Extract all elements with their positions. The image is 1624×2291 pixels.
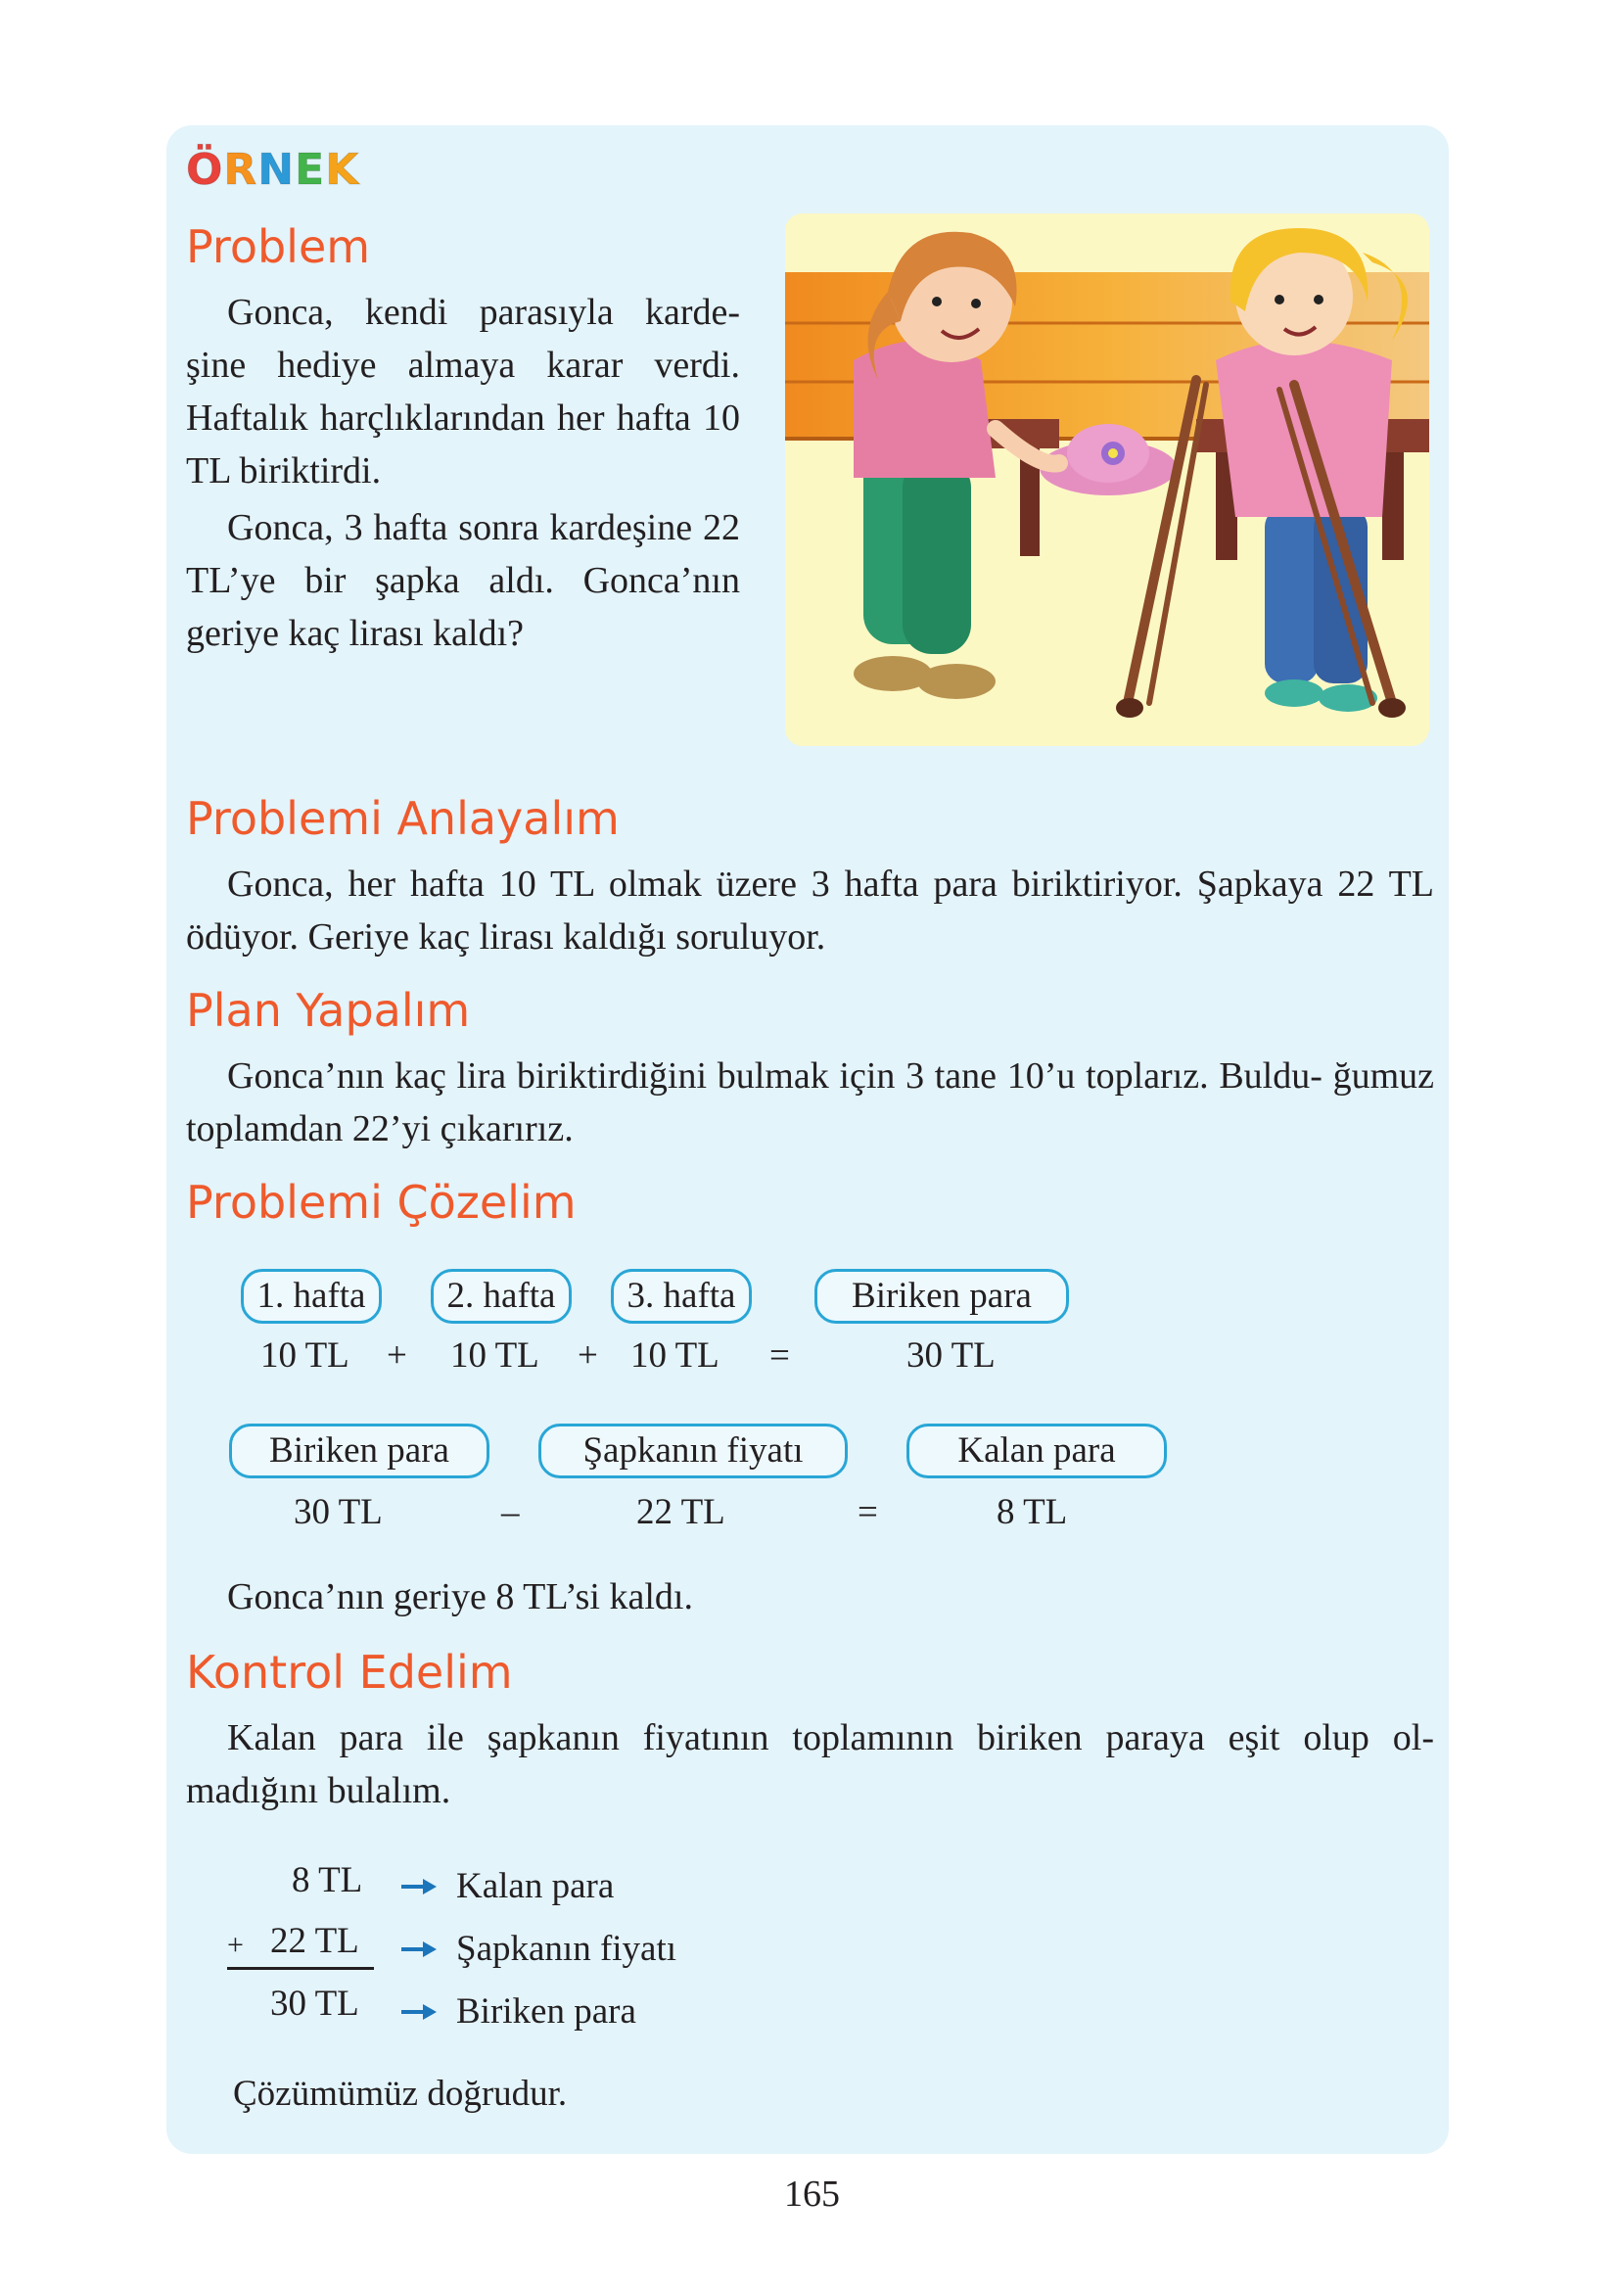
check-conclusion: Çözümümüz doğrudur. [233, 2074, 568, 2114]
problem-paragraph-1: Gonca, kendi parasıyla karde- şine hediye almaya karar verdi. Haftalık harçlıklarından her hafta 10 TL biriktirdi. [186, 292, 740, 491]
plus-sign: + [387, 1335, 407, 1376]
ornek-letter: R [223, 145, 257, 195]
value-week-3: 10 TL [630, 1335, 719, 1376]
plus-sign: + [578, 1335, 598, 1376]
check-label-remaining: Kalan para [456, 1866, 615, 1906]
check-value-remaining: 8 TL [292, 1860, 363, 1900]
plan-heading: Plan Yapalım [186, 984, 471, 1037]
value-saved: 30 TL [294, 1492, 383, 1532]
check-text: Kalan para ile şapkanın fiyatının toplamının biriken paraya eşit olup ol- madığını bulalım. [186, 1717, 1434, 1811]
minus-sign: – [501, 1492, 520, 1532]
arrow-right-icon [399, 1939, 439, 1960]
check-value-saved: 30 TL [270, 1984, 359, 2024]
understand-heading: Problemi Anlayalım [186, 792, 620, 845]
solve-heading: Problemi Çözelim [186, 1176, 577, 1229]
value-week-2: 10 TL [450, 1335, 539, 1376]
sum-line [227, 1967, 374, 1970]
ornek-label [186, 145, 358, 196]
solve-result: Gonca’nın geriye 8 TL’si kaldı. [227, 1576, 693, 1617]
arrow-right-icon [399, 2001, 439, 2023]
ornek-letter: Ö [186, 145, 223, 195]
illustration-girls-with-hat [785, 213, 1429, 746]
value-saved-total: 30 TL [906, 1335, 996, 1376]
tag-hat-price: Şapkanın fiyatı [538, 1424, 848, 1478]
value-hat-price: 22 TL [636, 1492, 725, 1532]
check-plus-sign: + [227, 1929, 244, 1961]
tag-week-2: 2. hafta [431, 1269, 572, 1324]
check-heading: Kontrol Edelim [186, 1646, 513, 1699]
page-number: 165 [784, 2174, 840, 2215]
value-remaining: 8 TL [997, 1492, 1068, 1532]
value-week-1: 10 TL [260, 1335, 349, 1376]
check-label-saved: Biriken para [456, 1991, 636, 2032]
ornek-letter: K [325, 145, 359, 195]
tag-week-3: 3. hafta [611, 1269, 752, 1324]
tag-remaining-money: Kalan para [906, 1424, 1167, 1478]
check-label-hat: Şapkanın fiyatı [456, 1929, 677, 1969]
tag-saved-money: Biriken para [814, 1269, 1069, 1324]
arrow-right-icon [399, 1876, 439, 1897]
ornek-letter: N [257, 145, 295, 195]
understand-text: Gonca, her hafta 10 TL olmak üzere 3 hafta para biriktiriyor. Şapkaya 22 TL ödüyor. Geriye kaç lirası kaldığı soruluyor. [186, 864, 1434, 958]
tag-week-1: 1. hafta [241, 1269, 382, 1324]
check-value-hat: 22 TL [270, 1921, 359, 1961]
plan-text: Gonca’nın kaç lira biriktirdiğini bulmak için 3 tane 10’u toplarız. Buldu- ğumuz toplamdan 22’yi çıkarırız. [186, 1055, 1434, 1149]
tag-saved-money: Biriken para [229, 1424, 489, 1478]
problem-heading: Problem [186, 220, 371, 273]
problem-paragraph-2: Gonca, 3 hafta sonra kardeşine 22 TL’ye bir şapka aldı. Gonca’nın geriye kaç lirası kaldı? [186, 507, 740, 654]
equals-sign: = [769, 1335, 790, 1376]
ornek-letter: E [295, 145, 325, 195]
equals-sign: = [858, 1492, 878, 1532]
